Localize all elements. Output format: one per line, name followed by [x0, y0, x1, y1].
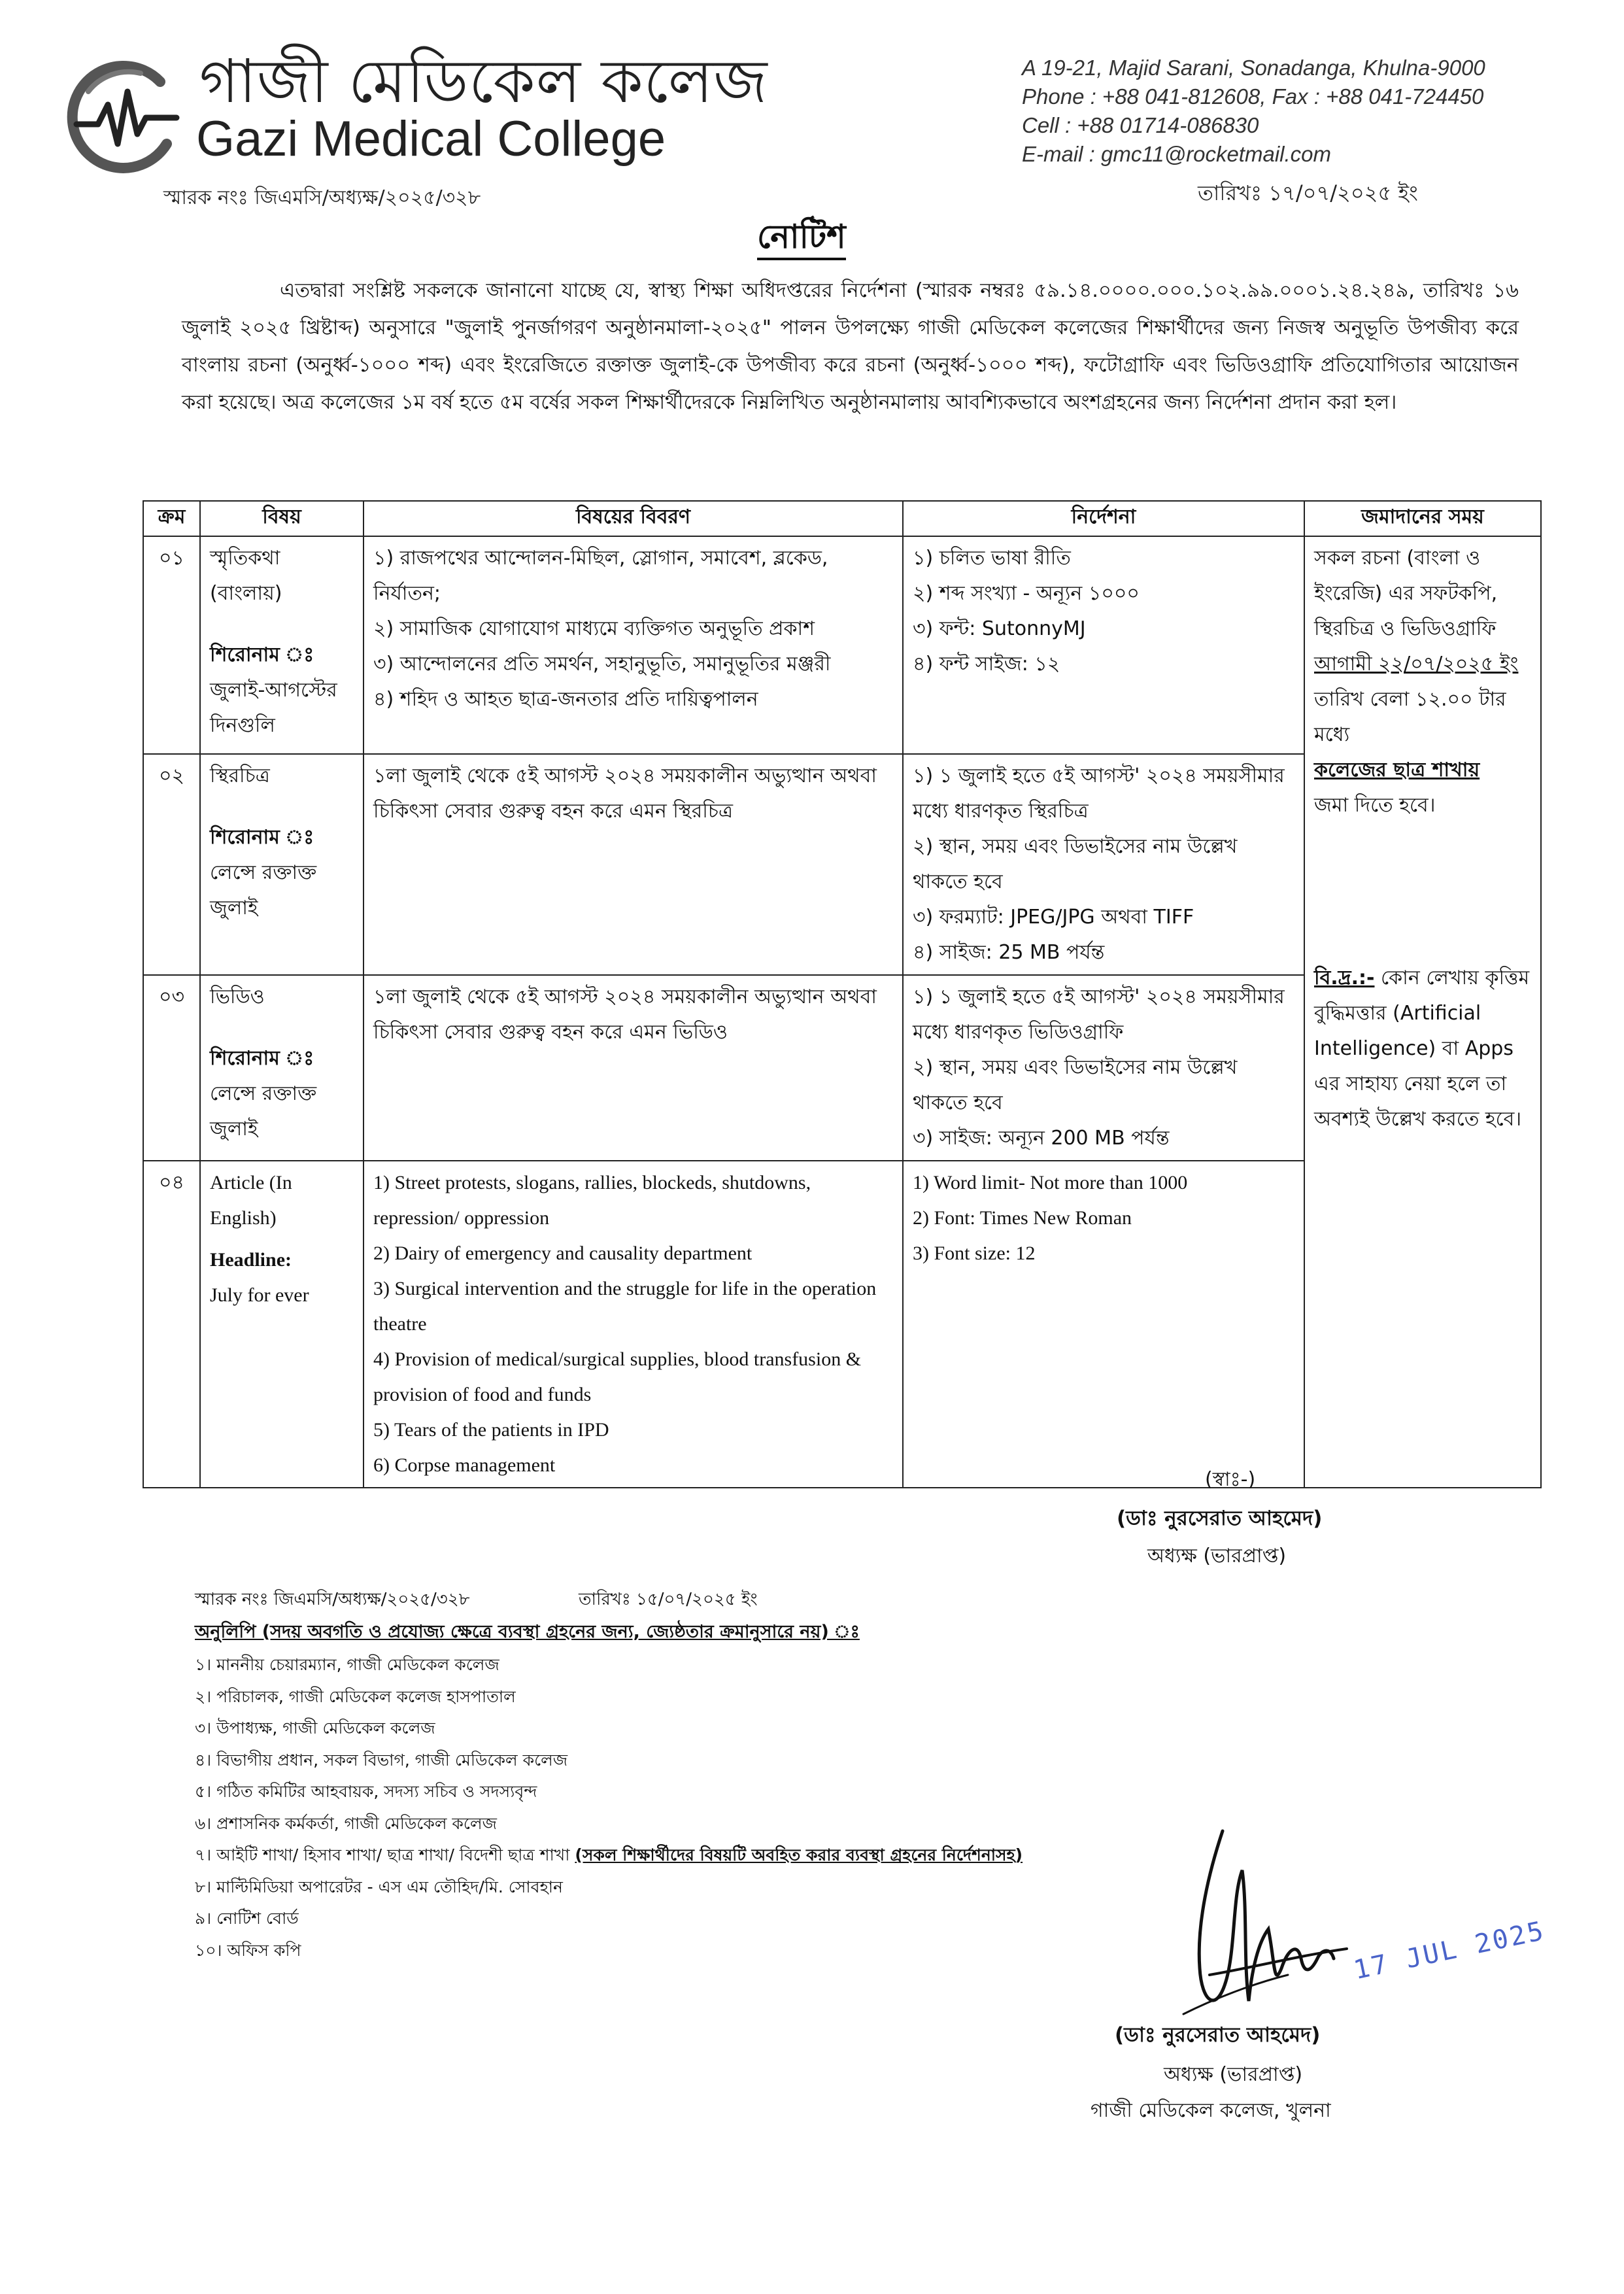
instruction-item: ৩) সাইজ: অন্যূন 200 MB পর্যন্ত [913, 1127, 1170, 1150]
col-header-details: বিষয়ের বিবরণ [364, 501, 903, 536]
phone-line: Phone : +88 041-812608, Fax : +88 041-724450 [1022, 84, 1484, 109]
signed-mark: (স্বাঃ-) [1205, 1468, 1256, 1491]
submission-note [1314, 961, 1531, 1137]
instruction-item: 2) Font: Times New Roman [913, 1207, 1132, 1229]
row-subject-cell [200, 536, 364, 754]
list-item: ৮। মাল্টিমিডিয়া অপারেটর - এস এম তৌহিদ/মি. সোবহান [195, 1877, 563, 1896]
cell-line: Cell : +88 01714-086830 [1022, 113, 1259, 137]
instruction-item: ৩) ফন্ট: SutonnyMJ [913, 617, 1086, 640]
table-header-row [143, 501, 1541, 536]
submission-deadline: আগামী ২২/০৭/২০২৫ ইং [1314, 653, 1519, 676]
principal-role-bottom: অধ্যক্ষ (ভারপ্রাপ্ত) [1164, 2063, 1303, 2086]
instruction-item: ১) ১ জুলাই হতে ৫ই আগস্ট' ২০২৪ সময়সীমার মধ্যে ধারণকৃত স্থিরচিত্র [913, 764, 1285, 823]
copy-memo-number: স্মারক নংঃ জিএমসি/অধ্যক্ষ/২০২৫/৩২৮ [195, 1590, 470, 1609]
notice-title: নোটিশ [757, 216, 846, 260]
detail-item: 5) Tears of the patients in IPD [373, 1419, 609, 1441]
submission-end: জমা দিতে হবে। [1314, 794, 1436, 817]
row-subject: Article (In English) [210, 1172, 292, 1229]
copy-title: অনুলিপি (সদয় অবগতি ও প্রযোজ্য ক্ষেত্রে ব্যবস্থা গ্রহনের জন্য, জ্যেষ্ঠতার ক্রমানুসারে নয়) ঃ [195, 1622, 860, 1642]
email-line: E-mail : gmc11@rocketmail.com [1022, 142, 1331, 166]
principal-name-bottom: (ডাঃ নুরসেরাত আহমেদ) [1115, 2023, 1321, 2047]
list-item: ১০। অফিস কপি [195, 1940, 301, 1960]
principal-name: (ডাঃ নুরসেরাত আহমেদ) [1117, 1507, 1323, 1530]
list-item: ৪। বিভাগীয় প্রধান, সকল বিভাগ, গাজী মেডিকেল কলেজ [195, 1750, 568, 1770]
copy-date: তারিখঃ ১৫/০৭/২০২৫ ইং [579, 1590, 758, 1609]
row-headline: লেন্সে রক্তাক্ত জুলাই [210, 861, 317, 919]
col-header-submission: জমাদানের সময় [1304, 501, 1541, 536]
row-headline-label: শিরোনাম ঃ [210, 1047, 314, 1070]
note-label: বি.দ্র.:- [1314, 967, 1375, 989]
college-org-bottom: গাজী মেডিকেল কলেজ, খুলনা [1091, 2099, 1331, 2122]
detail-item: 4) Provision of medical/surgical supplies, blood transfusion & provision of food and funds [373, 1348, 862, 1405]
row-serial: ০১ [143, 536, 200, 754]
col-header-serial: ক্রম [143, 501, 200, 536]
row-instructions-cell [903, 1161, 1304, 1488]
college-logo-icon [62, 52, 186, 177]
list-item-emphasis: (সকল শিক্ষার্থীদের বিষয়টি অবহিত করার ব্যবস্থা গ্রহনের নির্দেশনাসহ) [575, 1845, 1023, 1864]
detail-item: 2) Dairy of emergency and causality department [373, 1242, 753, 1264]
instruction-item: ১) ১ জুলাই হতে ৫ই আগস্ট' ২০২৪ সময়সীমার মধ্যে ধারণকৃত ভিডিওগ্রাফি [913, 985, 1285, 1044]
row-details-cell [364, 536, 903, 754]
note-text: কোন লেখায় কৃত্তিম বুদ্ধিমত্তার (Artificial Intelligence) বা Apps এর সাহায্য নেয়া হলে তা অবশ্যই উল্লেখ করতে হবে। [1314, 967, 1530, 1131]
instruction-item: ৩) ফরম্যাট: JPEG/JPG অথবা TIFF [913, 906, 1194, 929]
detail-item: ১লা জুলাই থেকে ৫ই আগস্ট ২০২৪ সময়কালীন অভ্যুত্থান অথবা চিকিৎসা সেবার গুরুত্ব বহন করে এমন স্থিরচিত্র [373, 764, 877, 823]
row-subject-cell [200, 975, 364, 1161]
detail-item: ১) রাজপথের আন্দোলন-মিছিল, স্লোগান, সমাবেশ, ব্লকেড, নির্যাতন; [373, 547, 828, 605]
list-item: ২। পরিচালক, গাজী মেডিকেল কলেজ হাসপাতাল [195, 1686, 516, 1706]
list-item: ৫। গঠিত কমিটির আহবায়ক, সদস্য সচিব ও সদস্যবৃন্দ [195, 1782, 537, 1801]
detail-item: 1) Street protests, slogans, rallies, blockeds, shutdowns, repression/ oppression [373, 1172, 811, 1229]
row-headline-label: Headline: [210, 1249, 292, 1271]
submission-place: কলেজের ছাত্র শাখায় [1314, 759, 1480, 781]
row-serial: ০৪ [143, 1161, 200, 1488]
instruction-item: ২) স্থান, সময় এবং ডিভাইসের নাম উল্লেখ থাকতে হবে [913, 1056, 1238, 1114]
row-details-cell [364, 754, 903, 975]
address-line: A 19-21, Majid Sarani, Sonadanga, Khulna-9000 [1022, 56, 1485, 80]
row-headline-label: শিরোনাম ঃ [210, 643, 314, 666]
notice-date: তারিখঃ ১৭/০৭/২০২৫ ইং [1198, 180, 1418, 205]
row-serial: ০২ [143, 754, 200, 975]
memo-number: স্মারক নংঃ জিএমসি/অধ্যক্ষ/২০২৫/৩২৮ [163, 186, 481, 209]
row-headline-label: শিরোনাম ঃ [210, 826, 314, 849]
received-date-stamp: 17 JUL 2025 [1351, 1915, 1548, 1986]
row-details-cell [364, 975, 903, 1161]
col-header-subject: বিষয় [200, 501, 364, 536]
competition-table [143, 500, 1542, 1488]
row-headline: লেন্সে রক্তাক্ত জুলাই [210, 1082, 317, 1140]
row-headline: July for ever [210, 1284, 309, 1306]
list-item-text: ৭। আইটি শাখা/ হিসাব শাখা/ ছাত্র শাখা/ বিদেশী ছাত্র শাখা [195, 1845, 570, 1864]
list-item: ৩। উপাধ্যক্ষ, গাজী মেডিকেল কলেজ [195, 1719, 435, 1738]
detail-item: ১লা জুলাই থেকে ৫ই আগস্ট ২০২৪ সময়কালীন অভ্যুত্থান অথবা চিকিৎসা সেবার গুরুত্ব বহন করে এমন ভিডিও [373, 985, 877, 1044]
list-item: ৯। নোটিশ বোর্ড [195, 1909, 299, 1928]
col-header-instructions: নির্দেশনা [903, 501, 1304, 536]
submission-line1: সকল রচনা (বাংলা ও ইংরেজি) এর সফটকপি, স্থিরচিত্র ও ভিডিওগ্রাফি [1314, 547, 1498, 640]
row-instructions-cell [903, 536, 1304, 754]
instruction-item: ১) চলিত ভাষা রীতি [913, 547, 1071, 570]
row-serial: ০৩ [143, 975, 200, 1161]
row-instructions-cell [903, 754, 1304, 975]
copy-list [195, 1649, 1023, 1966]
list-item [195, 1840, 1023, 1872]
list-item: ১। মাননীয় চেয়ারম্যান, গাজী মেডিকেল কলেজ [195, 1655, 499, 1674]
submission-time: তারিখ বেলা ১২.০০ টার মধ্যে [1314, 688, 1506, 746]
handwritten-signature [1170, 1818, 1471, 2034]
row-subject-cell [200, 754, 364, 975]
row-headline: জুলাই-আগস্টের দিনগুলি [210, 679, 337, 737]
instruction-item: ৪) ফন্ট সাইজ: ১২ [913, 653, 1060, 676]
instruction-item: ৪) সাইজ: 25 MB পর্যন্ত [913, 941, 1105, 964]
notice-intro: এতদ্বারা সংশ্লিষ্ট সকলকে জানানো যাচ্ছে যে, স্বাস্থ্য শিক্ষা অধিদপ্তরের নির্দেশনা (স্মারক নম্বরঃ ৫৯.১৪.০০০০.০০০.১০২.৯৯.০০০১.২৪.২৪৯, তারিখঃ ১৬ জুলাই ২০২৫ খ্রিষ্টাব্দ) অনুসারে "জুলাই পুনর্জাগরণ অনুষ্ঠানমালা-২০২৫" পালন উপলক্ষ্যে গাজী মেডিকেল কলেজের শিক্ষার্থীদের জন্য নিজস্ব অনুভূতি উপজীব্য করে বাংলায় রচনা (অনুর্ধ্ব-১০০০ শব্দ) এবং ইংরেজিতে রক্তাক্ত জুলাই-কে উপজীব্য করে রচনা (অনুর্ধ্ব-১০০০ শব্দ), ফটোগ্রাফি এবং ভিডিওগ্রাফি প্রতিযোগিতার আয়োজন করা হয়েছে। অত্র কলেজের ১ম বর্ষ হতে ৫ম বর্ষের সকল শিক্ষার্থীদেরকে নিম্নলিখিত অনুষ্ঠানমালায় আবশ্যিকভাবে অংশগ্রহনের জন্য নির্দেশনা প্রদান করা হল। [182, 279, 1519, 414]
instruction-item: 3) Font size: 12 [913, 1242, 1036, 1264]
list-item: ৬। প্রশাসনিক কর্মকর্তা, গাজী মেডিকেল কলেজ [195, 1813, 497, 1833]
college-name-en: Gazi Medical College [196, 111, 666, 167]
detail-item: 6) Corpse management [373, 1454, 556, 1476]
row-subject: ভিডিও [210, 985, 265, 1008]
college-address [1022, 54, 1485, 169]
instruction-item: ২) শব্দ সংখ্যা - অন্যূন ১০০০ [913, 582, 1140, 605]
table-row [143, 536, 1541, 754]
row-instructions-cell [903, 975, 1304, 1161]
row-subject: স্থিরচিত্র [210, 764, 270, 787]
row-subject: স্মৃতিকথা (বাংলায়) [210, 547, 282, 605]
principal-role: অধ্যক্ষ (ভারপ্রাপ্ত) [1147, 1545, 1287, 1567]
row-details-cell [364, 1161, 903, 1488]
instruction-item: ২) স্থান, সময় এবং ডিভাইসের নাম উল্লেখ থাকতে হবে [913, 835, 1238, 893]
detail-item: ৪) শহিদ ও আহত ছাত্র-জনতার প্রতি দায়িত্বপালন [373, 688, 758, 711]
detail-item: ৩) আন্দোলনের প্রতি সমর্থন, সহানুভূতি, সমানুভূতির মঞ্জরী [373, 653, 831, 676]
row-subject-cell [200, 1161, 364, 1488]
college-name-bn: গাজী মেডিকেল কলেজ [199, 46, 768, 116]
instruction-item: 1) Word limit- Not more than 1000 [913, 1172, 1188, 1193]
detail-item: 3) Surgical intervention and the struggle for life in the operation theatre [373, 1278, 877, 1335]
detail-item: ২) সামাজিক যোগাযোগ মাধ্যমে ব্যক্তিগত অনুভূতি প্রকাশ [373, 617, 815, 640]
submission-cell [1304, 536, 1541, 1488]
